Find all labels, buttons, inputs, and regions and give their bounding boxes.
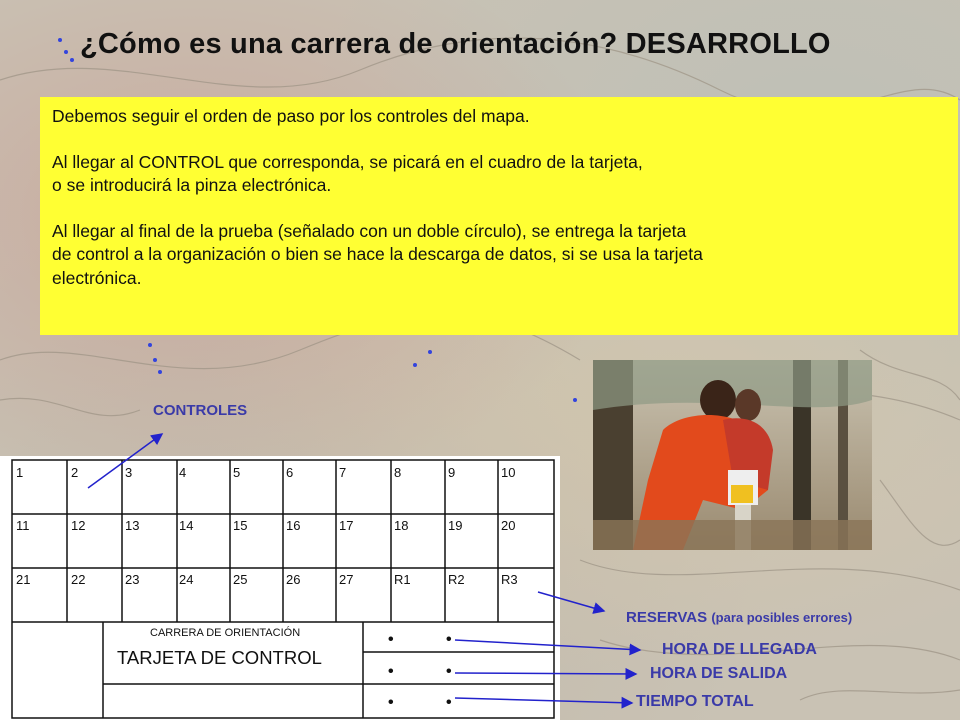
card-cell: 8 <box>394 465 402 480</box>
control-card <box>0 456 560 720</box>
card-cell: 26 <box>286 572 301 587</box>
card-cell: 25 <box>233 572 248 587</box>
card-dots-total: • • <box>388 694 476 711</box>
card-cell: R2 <box>448 572 465 587</box>
card-cell: 22 <box>71 572 86 587</box>
card-cell: 27 <box>339 572 354 587</box>
card-cell: R1 <box>394 572 411 587</box>
card-cell: 17 <box>339 518 354 533</box>
card-cell: 15 <box>233 518 248 533</box>
info-paragraph-3-line-2: de control a la organización o bien se hace la descarga de datos, si se usa la tarjeta <box>52 244 703 264</box>
controles-label: CONTROLES <box>153 402 248 419</box>
info-paragraph-2-line-2: o se introducirá la pinza electrónica. <box>52 175 332 195</box>
hora-llegada-label: HORA DE LLEGADA <box>662 641 817 658</box>
card-cell: 12 <box>71 518 86 533</box>
tiempo-total-label: TIEMPO TOTAL <box>636 693 754 710</box>
card-cell: 24 <box>179 572 194 587</box>
card-header-title: TARJETA DE CONTROL <box>117 647 322 668</box>
card-cell: 13 <box>125 518 140 533</box>
card-cell: 14 <box>179 518 194 533</box>
card-cell: 18 <box>394 518 409 533</box>
card-header-small: CARRERA DE ORIENTACIÓN <box>150 627 301 639</box>
card-dots-departure: • • <box>388 663 476 680</box>
card-dots-arrival: • • <box>388 631 476 648</box>
info-paragraph-3-line-1: Al llegar al final de la prueba (señalado con un doble círculo), se entrega la tarjeta <box>52 220 687 241</box>
card-cell: 9 <box>448 465 456 480</box>
card-cell: R3 <box>501 572 518 587</box>
card-cell: 5 <box>233 465 241 480</box>
card-cell: 2 <box>71 465 79 480</box>
card-cell: 16 <box>286 518 301 533</box>
info-box <box>40 97 958 335</box>
card-cell: 4 <box>179 465 187 480</box>
card-cell: 20 <box>501 518 516 533</box>
hora-salida-label: HORA DE SALIDA <box>650 665 788 682</box>
card-cell: 21 <box>16 572 31 587</box>
card-cell: 6 <box>286 465 294 480</box>
info-paragraph-3-line-3: electrónica. <box>52 267 142 288</box>
card-cell: 10 <box>501 465 516 480</box>
card-cell: 23 <box>125 572 140 587</box>
reservas-label-text: RESERVAS <box>626 609 708 626</box>
orienteering-photo <box>593 360 872 550</box>
reservas-label-note: (para posibles errores) <box>711 610 853 625</box>
card-cell: 19 <box>448 518 463 533</box>
page-title: ¿Cómo es una carrera de orientación? DESARROLLO <box>80 28 831 60</box>
card-cell: 1 <box>16 465 24 480</box>
card-cell: 7 <box>339 465 347 480</box>
card-cell: 11 <box>16 518 30 533</box>
reservas-label <box>626 609 852 626</box>
info-paragraph-1: Debemos seguir el orden de paso por los controles del mapa. <box>52 106 530 126</box>
info-paragraph-2-line-1: Al llegar al CONTROL que corresponda, se picará en el cuadro de la tarjeta, <box>52 151 643 172</box>
card-cell: 3 <box>125 465 133 480</box>
